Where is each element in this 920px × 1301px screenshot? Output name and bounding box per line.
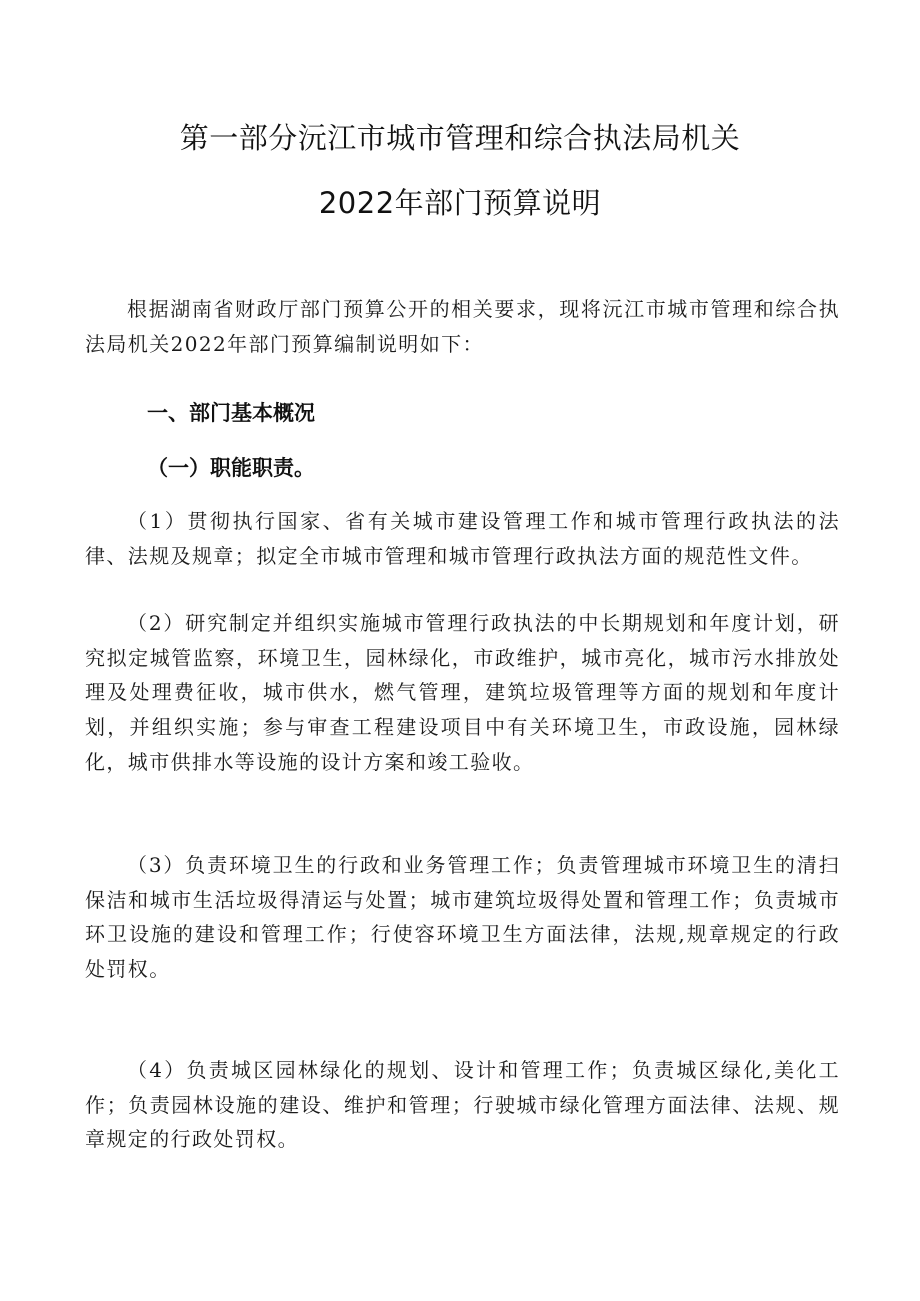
subsection-heading: （一）职能职责。: [147, 456, 315, 480]
document-title-line1: 第一部分沅江市城市管理和综合执法局机关: [179, 121, 741, 155]
paragraph-3: （3）负责环境卫生的行政和业务管理工作；负责管理城市环境卫生的清扫保洁和城市生活垃圾得清运与处置；城市建筑垃圾得处置和管理工作；负责城市环卫设施的建设和管理工作；行使容环境卫生方面法律，法规,规章规定的行政处罚权。: [85, 853, 840, 982]
paragraph-2: （2）研究制定并组织实施城市管理行政执法的中长期规划和年度计划，研究拟定城管监察，环境卫生，园林绿化，市政维护，城市亮化，城市污水排放处理及处理费征收，城市供水，燃气管理，建筑垃圾管理等方面的规划和年度计划，并组织实施；参与审查工程建设项目中有关环境卫生，市政设施，园林绿化，城市供排水等设施的设计方案和竣工验收。: [85, 611, 840, 774]
paragraph-4: （4）负责城区园林绿化的规划、设计和管理工作；负责城区绿化,美化工作；负责园林设施的建设、维护和管理；行驶城市绿化管理方面法律、法规、规章规定的行政处罚权。: [85, 1058, 840, 1152]
intro-paragraph: 根据湖南省财政厅部门预算公开的相关要求，现将沅江市城市管理和综合执法局机关2022年部门预算编制说明如下：: [85, 297, 840, 356]
paragraph-1: （1）贯彻执行国家、省有关城市建设管理工作和城市管理行政执法的法律、法规及规章；拟定全市城市管理和城市管理行政执法方面的规范性文件。: [85, 509, 840, 568]
document-title-line2: 2022年部门预算说明: [318, 186, 602, 220]
section-heading: 一、部门基本概况: [147, 401, 315, 425]
